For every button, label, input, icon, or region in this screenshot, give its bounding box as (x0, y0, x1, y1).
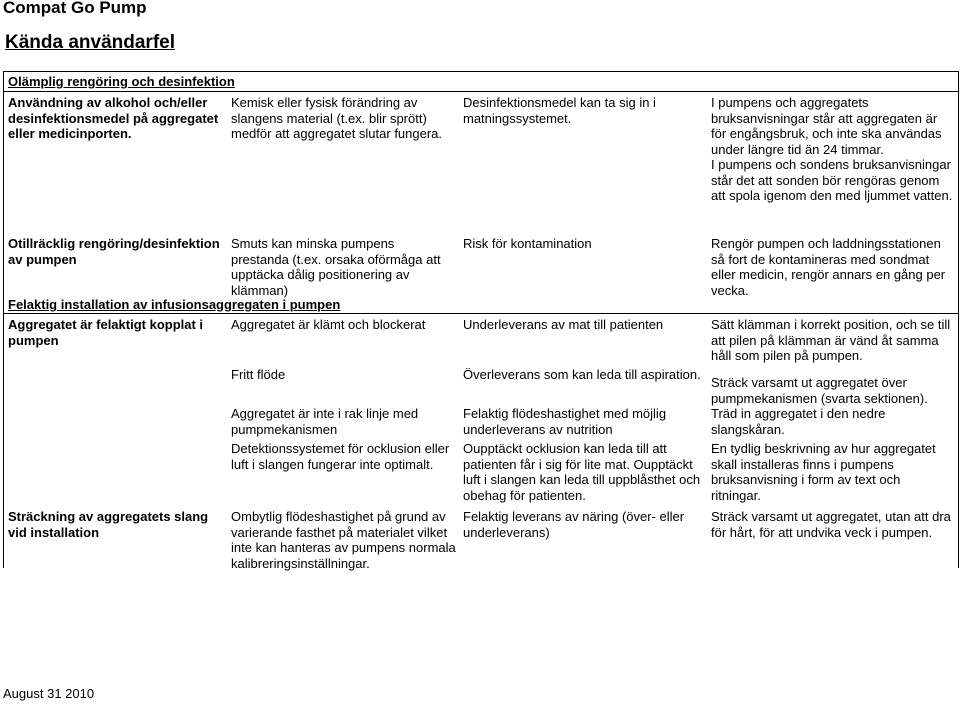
mitigation-cell: Sätt klämman i korrekt position, och se till att pilen på klämman är vänd åt samma håll som pilen på pumpen. (711, 317, 951, 364)
mitigation-cell: I pumpens och sondens bruksanvisningar står det att sonden bör rengöras genom att spola igenom den med ljummet vatten. (711, 157, 953, 204)
section1-rule (3, 91, 958, 92)
risk-cell: Underleverans av mat till patienten (463, 317, 664, 332)
risk-cell: Risk för kontamination (463, 236, 592, 251)
risk-cell: Oupptäckt ocklusion kan leda till att patienten får i sig för lite mat. Oupptäckt luft i slangen kan leda till uppblåsthet och obehag för patienten. (463, 441, 701, 503)
section-heading-cleaning: Olämplig rengöring och desinfektion (8, 74, 235, 89)
mitigation-cell: Rengör pumpen och laddningsstationen så fort de kontamineras med sondmat eller medicin, rengör annars en gång per vecka. (711, 236, 946, 298)
error-cell: Otillräcklig rengöring/desinfektion av pumpen (8, 236, 220, 267)
risk-cell: Desinfektionsmedel kan ta sig in i matningssystemet. (463, 95, 656, 126)
table-right-rule (958, 71, 959, 568)
table-top-rule (3, 71, 958, 72)
consequence-cell: Ombytlig flödeshastighet på grund av varierande fasthet på materialet vilket inte kan hanteras av pumpens normala kalibreringsinställningar. (231, 509, 456, 571)
section2-rule (3, 313, 958, 314)
error-cell: Användning av alkohol och/eller desinfektionsmedel på aggregatet eller medicinporten. (8, 95, 219, 142)
mitigation-cell: I pumpens och aggregatets bruksanvisningar står att aggregaten är för engångsbruk, och inte ska användas under längre tid än 24 timmar. (711, 95, 942, 157)
mitigation-cell: En tydlig beskrivning av hur aggregatet skall installeras finns i pumpens bruksanvisning i form av text och ritningar. (711, 441, 936, 503)
mitigation-cell: Sträck varsamt ut aggregatet över pumpmekanismen (svarta sektionen). Träd in aggregatet i den nedre slangskåran. (711, 375, 928, 437)
consequence-cell: Fritt flöde (231, 367, 286, 382)
risk-cell: Felaktig leverans av näring (över- eller underleverans) (463, 509, 685, 540)
section-heading-installation: Felaktig installation av infusionsaggregaten i pumpen (8, 297, 341, 312)
footer-date: August 31 2010 (3, 686, 95, 701)
table-left-rule (3, 71, 4, 568)
consequence-cell: Detektionssystemet för ocklusion eller luft i slangen fungerar inte optimalt. (231, 441, 450, 472)
error-cell: Sträckning av aggregatets slang vid installation (8, 509, 209, 540)
consequence-cell: Aggregatet är inte i rak linje med pumpmekanismen (231, 406, 419, 437)
risk-cell: Felaktig flödeshastighet med möjlig underleverans av nutrition (463, 406, 667, 437)
app-title: Compat Go Pump (3, 0, 147, 17)
risk-cell: Överleverans som kan leda till aspiration. (463, 367, 701, 382)
page-heading: Kända användarfel (5, 32, 175, 53)
consequence-cell: Aggregatet är klämt och blockerat (231, 317, 426, 332)
consequence-cell: Kemisk eller fysisk förändring av slangens material (t.ex. blir sprött) medför att aggregatet slutar fungera. (231, 95, 443, 142)
consequence-cell: Smuts kan minska pumpens prestanda (t.ex. orsaka oförmåga att upptäcka dålig positionering av klämman) (231, 236, 441, 298)
error-cell: Aggregatet är felaktigt kopplat i pumpen (8, 317, 204, 348)
mitigation-cell: Sträck varsamt ut aggregatet, utan att dra för hårt, för att undvika veck i pumpen. (711, 509, 951, 540)
